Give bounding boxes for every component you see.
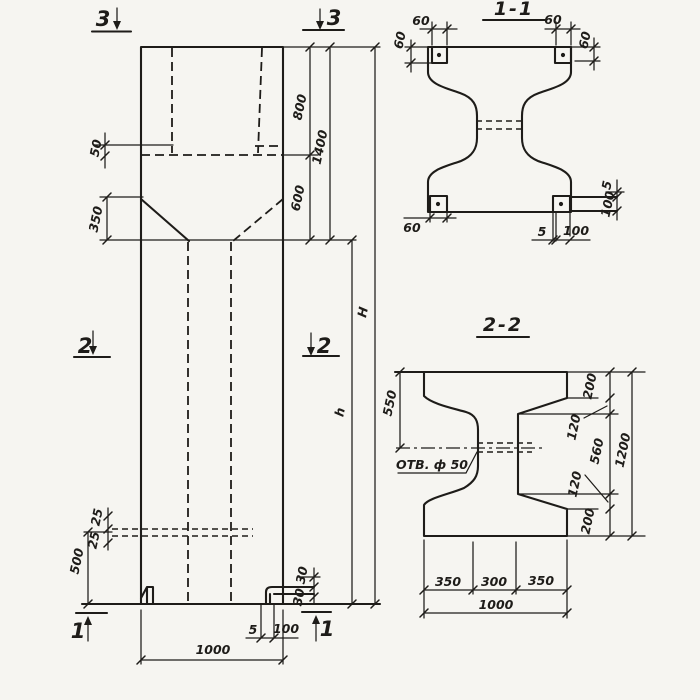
dim-5-base: 5 bbox=[248, 622, 258, 637]
section-1-1-view bbox=[390, 0, 624, 244]
dim-60-tr-w: 60 bbox=[544, 12, 562, 27]
dim-25-upper: 25 bbox=[87, 506, 106, 528]
dim-120-bottom: 120 bbox=[564, 469, 585, 499]
dim-350: 350 bbox=[85, 204, 106, 234]
dim-350-right: 350 bbox=[527, 573, 555, 588]
dim-800: 800 bbox=[289, 92, 310, 122]
dim-1200: 1200 bbox=[611, 431, 634, 469]
dim-25-lower: 25 bbox=[84, 529, 103, 551]
dim-30-upper: 30 bbox=[292, 564, 311, 586]
dim-50: 50 bbox=[86, 137, 105, 159]
dim-1000-elev: 1000 bbox=[195, 642, 231, 657]
marker-1-left: 1 bbox=[70, 619, 86, 643]
section22-title: 2-2 bbox=[482, 314, 524, 336]
dim-300-mid: 300 bbox=[480, 574, 508, 589]
anchor-dot-tl bbox=[437, 53, 441, 57]
marker-3-left: 3 bbox=[95, 7, 111, 31]
marker-3-right: 3 bbox=[326, 6, 342, 30]
hole-callout-label: ОТВ. ф 50 bbox=[396, 457, 468, 472]
section11-hole-lines bbox=[476, 121, 523, 129]
section-2-2-view bbox=[380, 314, 645, 618]
section11-outline bbox=[428, 47, 617, 212]
marker-2-right: 2 bbox=[316, 334, 332, 358]
dim-5-bottom: 5 bbox=[537, 224, 547, 239]
dim-60-tr-h: 60 bbox=[575, 29, 594, 51]
section-marker-arrowheads bbox=[84, 21, 324, 625]
anchor-dot-bl bbox=[436, 202, 440, 206]
dim-1400: 1400 bbox=[308, 128, 331, 166]
section-marker-arrow-lines bbox=[85, 8, 320, 641]
section22-outline bbox=[395, 372, 567, 536]
column-outline bbox=[141, 47, 283, 604]
dim-1000-sec22: 1000 bbox=[478, 597, 514, 612]
dim-5-right: 5 bbox=[598, 179, 615, 191]
web-hidden-lines bbox=[188, 242, 231, 602]
dim-120-top: 120 bbox=[563, 412, 584, 442]
dim-h: h bbox=[331, 406, 348, 418]
elevation-view bbox=[67, 6, 380, 664]
dim-500: 500 bbox=[66, 546, 87, 576]
dim-600: 600 bbox=[287, 183, 308, 213]
marker-2-left: 2 bbox=[77, 334, 93, 358]
haunch-edge bbox=[141, 199, 189, 241]
dim-200-bottom: 200 bbox=[577, 506, 598, 536]
anchor-dot-br bbox=[559, 202, 563, 206]
marker-1-right: 1 bbox=[319, 617, 335, 641]
dim-200-top: 200 bbox=[579, 371, 600, 401]
dim-550: 550 bbox=[379, 388, 400, 418]
extension-lines bbox=[84, 155, 356, 664]
dim-100-bottom: 100 bbox=[562, 223, 590, 238]
dim-60-bl: 60 bbox=[403, 220, 421, 235]
dim-100-right: 100 bbox=[597, 189, 618, 219]
dim-350-left: 350 bbox=[434, 574, 462, 589]
dim-30-lower: 30 bbox=[289, 586, 308, 608]
base-plate-left bbox=[141, 587, 153, 604]
dim-560: 560 bbox=[586, 436, 607, 466]
dim-60-tl-h: 60 bbox=[390, 29, 409, 51]
section11-title: 1-1 bbox=[493, 0, 535, 20]
dim-60-tl-w: 60 bbox=[412, 13, 430, 28]
anchor-dot-tr bbox=[561, 53, 565, 57]
dim-100-base: 100 bbox=[272, 621, 300, 636]
dim-H: H bbox=[354, 305, 372, 319]
